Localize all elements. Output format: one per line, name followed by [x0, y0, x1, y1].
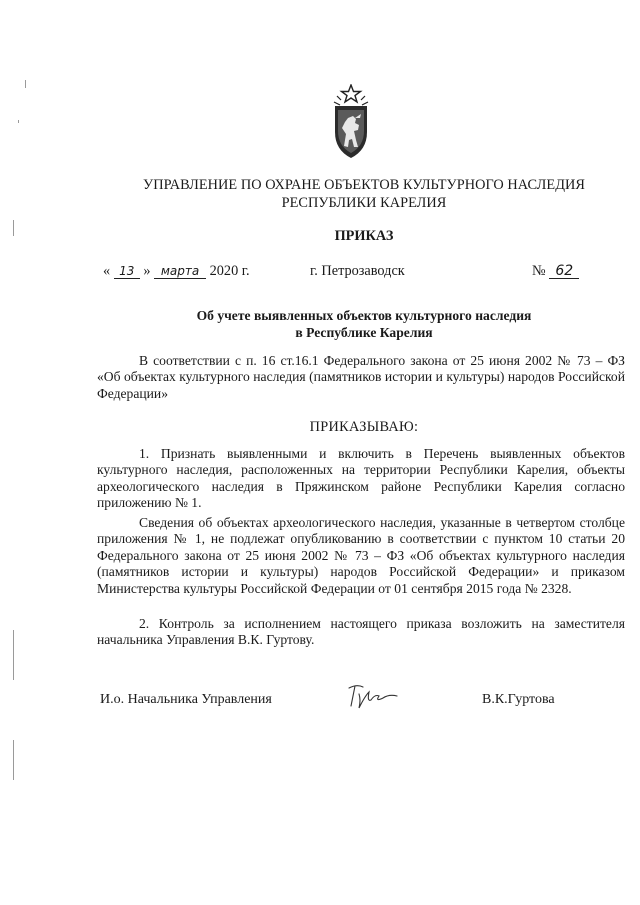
- document-number-field: [532, 262, 579, 280]
- signatory-name: В.К.Гуртова: [482, 692, 555, 707]
- clause-2: 2. Контроль за исполнением настоящего приказа возложить на заместителя начальника Управления В.К. Гуртову.: [97, 616, 625, 648]
- clause-1: 1. Признать выявленными и включить в Перечень выявленных объектов культурного наследия, расположенных на территории Республики Карелия, объекты археологического наследия в Пряжинском районе Республики Карелия согласно приложению № 1.: [97, 446, 625, 511]
- scan-mark: [13, 630, 14, 680]
- scan-mark: [18, 120, 19, 123]
- coat-of-arms-emblem: [331, 84, 371, 160]
- document-subject: [100, 307, 628, 341]
- number-label: №: [532, 263, 546, 279]
- scan-mark: [25, 80, 26, 88]
- close-quote: »: [143, 263, 151, 279]
- subject-line2: в Республике Карелия: [295, 325, 433, 340]
- date-day: 13: [114, 264, 140, 279]
- preamble-paragraph: В соответствии с п. 16 ст.16.1 Федерального закона от 25 июня 2002 № 73 – ФЗ «Об объектах культурного наследия (памятников истории и культуры) народов Российской Федерации»: [97, 353, 625, 401]
- organization-name-line2: РЕСПУБЛИКИ КАРЕЛИЯ: [281, 195, 447, 211]
- order-word: ПРИКАЗЫВАЮ:: [309, 419, 419, 435]
- scan-mark: [13, 740, 14, 780]
- document-number: 62: [549, 264, 579, 279]
- date-field: [103, 262, 250, 280]
- date-year: 2020 г.: [209, 263, 250, 279]
- organization-name-line1: УПРАВЛЕНИЕ ПО ОХРАНЕ ОБЪЕКТОВ КУЛЬТУРНОГО НАСЛЕДИЯ: [143, 177, 585, 193]
- date-month: марта: [154, 264, 206, 279]
- document-type-title: ПРИКАЗ: [334, 228, 394, 244]
- open-quote: «: [103, 263, 111, 279]
- document-city: г. Петрозаводск: [310, 263, 405, 279]
- signatory-position: И.о. Начальника Управления: [100, 692, 272, 707]
- subject-line1: Об учете выявленных объектов культурного наследия: [196, 308, 532, 323]
- handwritten-signature: [345, 682, 403, 712]
- scan-mark: [13, 220, 14, 236]
- clause-1-details: Сведения об объектах археологического наследия, указанные в четвертом столбце приложения № 1, не подлежат опубликованию в соответствии с пунктом 10 статьи 20 Федерального закона от 25 июня 2002 № 73 – ФЗ «Об объектах культурного наследия (памятников истории и культуры) народов Российской Федерации» и приказом Министерства культуры Российской Федерации от 01 сентября 2015 года № 2328.: [97, 515, 625, 596]
